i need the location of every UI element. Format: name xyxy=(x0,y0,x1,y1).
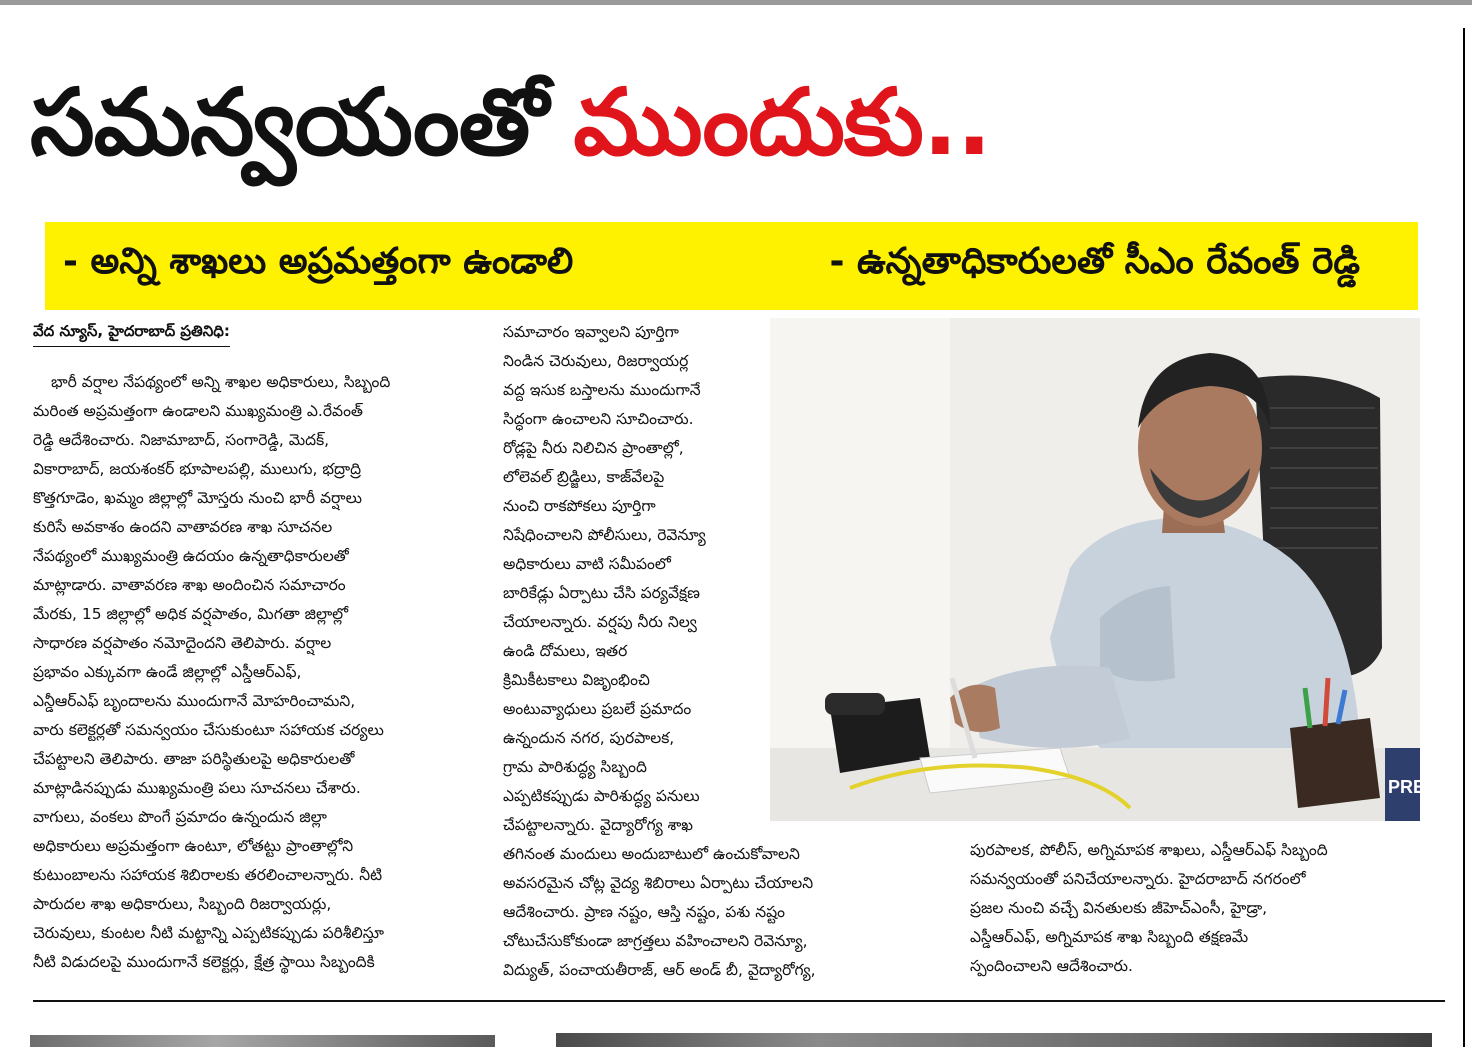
article-line: నిండిన చెరువులు, రిజర్వాయర్ల xyxy=(503,352,689,370)
article-line: పారుదల శాఖ అధికారులు, సిబ్బంది రిజర్వాయర్లు, xyxy=(33,895,332,913)
top-rule xyxy=(0,0,1472,5)
article-line: అంటువ్యాధులు ప్రబలే ప్రమాదం xyxy=(503,700,692,718)
article-column-3 xyxy=(970,836,1430,981)
article-line: భారీ వర్షాల నేపథ్యంలో అన్ని శాఖల అధికారులు, సిబ్బంది xyxy=(51,373,391,391)
article-line: గ్రామ పారిశుద్ధ్య సిబ్బంది xyxy=(503,758,647,776)
article-line: బారికేడ్లు ఏర్పాటు చేసి పర్యవేక్షణ xyxy=(503,584,700,602)
article-line: చేపట్టాలన్నారు. వైద్యారోగ్య శాఖ xyxy=(503,816,693,834)
headline-part-red: ముందుకు.. xyxy=(573,69,991,176)
article-line: సమన్వయంతో పనిచేయాలన్నారు. హైదరాబాద్ నగరంలో xyxy=(970,870,1306,888)
cm-photo xyxy=(770,318,1426,821)
bottom-rule xyxy=(33,1000,1445,1002)
article-line: లోలెవల్ బ్రిడ్జిలు, కాజ్‌వేలపై xyxy=(503,468,665,486)
article-line: నుంచి రాకపోకలు పూర్తిగా xyxy=(503,497,656,515)
article-line: వారు కలెక్టర్లతో సమన్వయం చేసుకుంటూ సహాయక చర్యలు xyxy=(33,721,384,739)
article-column-1 xyxy=(33,368,483,977)
article-line: చెరువులు, కుంటల నీటి మట్టాన్ని ఎప్పటికప్పుడు పరిశీలిస్తూ xyxy=(33,924,384,942)
article-line: రోడ్లపై నీరు నిలిచిన ప్రాంతాల్లో, xyxy=(503,439,684,457)
article-line: ఎస్డీఆర్ఎఫ్, అగ్నిమాపక శాఖ సిబ్బంది తక్షణమే xyxy=(970,928,1249,946)
article-line: స్పందించాలని ఆదేశించారు. xyxy=(970,957,1133,975)
article-line: ఎన్డీఆర్ఎఫ్ బృందాలను ముందుగానే మోహరించామని, xyxy=(33,692,356,710)
article-line: మాట్లాడినప్పుడు ముఖ్యమంత్రి పలు సూచనలు చేశారు. xyxy=(33,779,361,797)
article-line: మేరకు, 15 జిల్లాల్లో అధిక వర్షపాతం, మిగతా జిల్లాల్లో xyxy=(33,605,349,623)
article-line: కొత్తగూడెం, ఖమ్మం జిల్లాల్లో మోస్తరు నుంచి భారీ వర్షాలు xyxy=(33,489,362,507)
article-line: అధికారులు వాటి సమీపంలో xyxy=(503,555,671,573)
article-line: చేపట్టాలని తెలిపారు. తాజా పరిస్థితులపై అధికారులతో xyxy=(33,750,355,768)
article-line: నిషేధించాలని పోలీసులు, రెవెన్యూ xyxy=(503,526,706,544)
article-line: ఉన్నందున నగర, పురపాలక, xyxy=(503,729,675,747)
article-line: అధికారులు అప్రమత్తంగా ఉంటూ, లోతట్టు ప్రాంతాల్లోని xyxy=(33,837,354,855)
article-line: మరింత అప్రమత్తంగా ఉండాలని ముఖ్యమంత్రి ఎ.రేవంత్ xyxy=(33,402,363,420)
article-line: విద్యుత్, పంచాయతీరాజ్, ఆర్ అండ్ బీ, వైద్యారోగ్య, xyxy=(503,961,816,979)
article-line: సాధారణ వర్షపాతం నమోదైందని తెలిపారు. వర్షాల xyxy=(33,634,332,652)
article-line: వాగులు, వంకలు పొంగే ప్రమాదం ఉన్నందున జిల్లా xyxy=(33,808,327,826)
article-line: చోటుచేసుకోకుండా జాగ్రత్తలు వహించాలని రెవెన్యూ, xyxy=(503,932,808,950)
article-column-2 xyxy=(503,318,758,840)
article-line: క్రిమికీటకాలు విజృంభించి xyxy=(503,671,650,689)
article-line: ఆదేశించారు. ప్రాణ నష్టం, ఆస్తి నష్టం, పశు నష్టం xyxy=(503,903,786,921)
article-line: సిద్ధంగా ఉంచాలని సూచించారు. xyxy=(503,410,694,428)
article-line: ప్రభావం ఎక్కువగా ఉండే జిల్లాల్లో ఎస్డీఆర్ఎఫ్, xyxy=(33,663,302,681)
article-line: సమాచారం ఇవ్వాలని పూర్తిగా xyxy=(503,323,679,341)
article-line: ఎప్పటికప్పుడు పారిశుద్ధ్య పనులు xyxy=(503,787,700,805)
article-line: నేపథ్యంలో ముఖ్యమంత్రి ఉదయం ఉన్నతాధికారులతో xyxy=(33,547,349,565)
article-line: పురపాలక, పోలీస్, అగ్నిమాపక శాఖలు, ఎస్డీఆర్ఎఫ్ సిబ్బంది xyxy=(970,841,1328,859)
subheadline-left: - అన్ని శాఖలు అప్రమత్తంగా ఉండాలి xyxy=(63,241,574,282)
article-column-2-continued xyxy=(503,840,943,985)
right-column-rule xyxy=(1463,28,1465,1047)
article-line: వికారాబాద్, జయశంకర్ భూపాలపల్లి, ములుగు, భద్రాద్రి xyxy=(33,460,362,478)
article-line: అవసరమైన చోట్ల వైద్య శిబిరాలు ఏర్పాటు చేయాలని xyxy=(503,874,814,892)
article-line: నీటి విడుదలపై ముందుగానే కలెక్టర్లు, క్షేత్ర స్థాయి సిబ్బందికి xyxy=(33,953,375,971)
photo-sign-text: PRE xyxy=(1388,777,1426,797)
subheadline-right: - ఉన్నతాధికారులతో సీఎం రేవంత్ రెడ్డి xyxy=(829,241,1360,282)
person-at-desk-photo xyxy=(770,318,1426,821)
article-line: ప్రజల నుంచి వచ్చే వినతులకు జీహెచ్ఎంసీ, హైడ్రా, xyxy=(970,899,1268,917)
article-line: కుటుంబాలను సహాయక శిబిరాలకు తరలించాలన్నారు. నీటి xyxy=(33,866,383,884)
article-line: వద్ద ఇసుక బస్తాలను ముందుగానే xyxy=(503,381,701,399)
article-line: ఉండి దోమలు, ఇతర xyxy=(503,642,628,660)
dateline: వేద న్యూస్, హైదరాబాద్ ప్రతినిధి: xyxy=(33,322,230,347)
article-line: కురిసే అవకాశం ఉందని వాతావరణ శాఖ సూచనల xyxy=(33,518,333,536)
headline-part-black: సమన్వయంతో xyxy=(30,69,548,176)
article-line: మాట్లాడారు. వాతావరణ శాఖ అందించిన సమాచారం xyxy=(33,576,346,594)
subheadline-bar xyxy=(45,222,1418,310)
article-line: తగినంత మందులు అందుబాటులో ఉంచుకోవాలని xyxy=(503,845,800,863)
headline xyxy=(30,48,1450,198)
article-line: చేయాలన్నారు. వర్షపు నీరు నిల్వ xyxy=(503,613,697,631)
next-article-photo-right xyxy=(556,1033,1432,1047)
article-line: రెడ్డి ఆదేశించారు. నిజామాబాద్, సంగారెడ్డి, మెదక్, xyxy=(33,431,330,449)
next-article-photo-left xyxy=(30,1035,495,1047)
